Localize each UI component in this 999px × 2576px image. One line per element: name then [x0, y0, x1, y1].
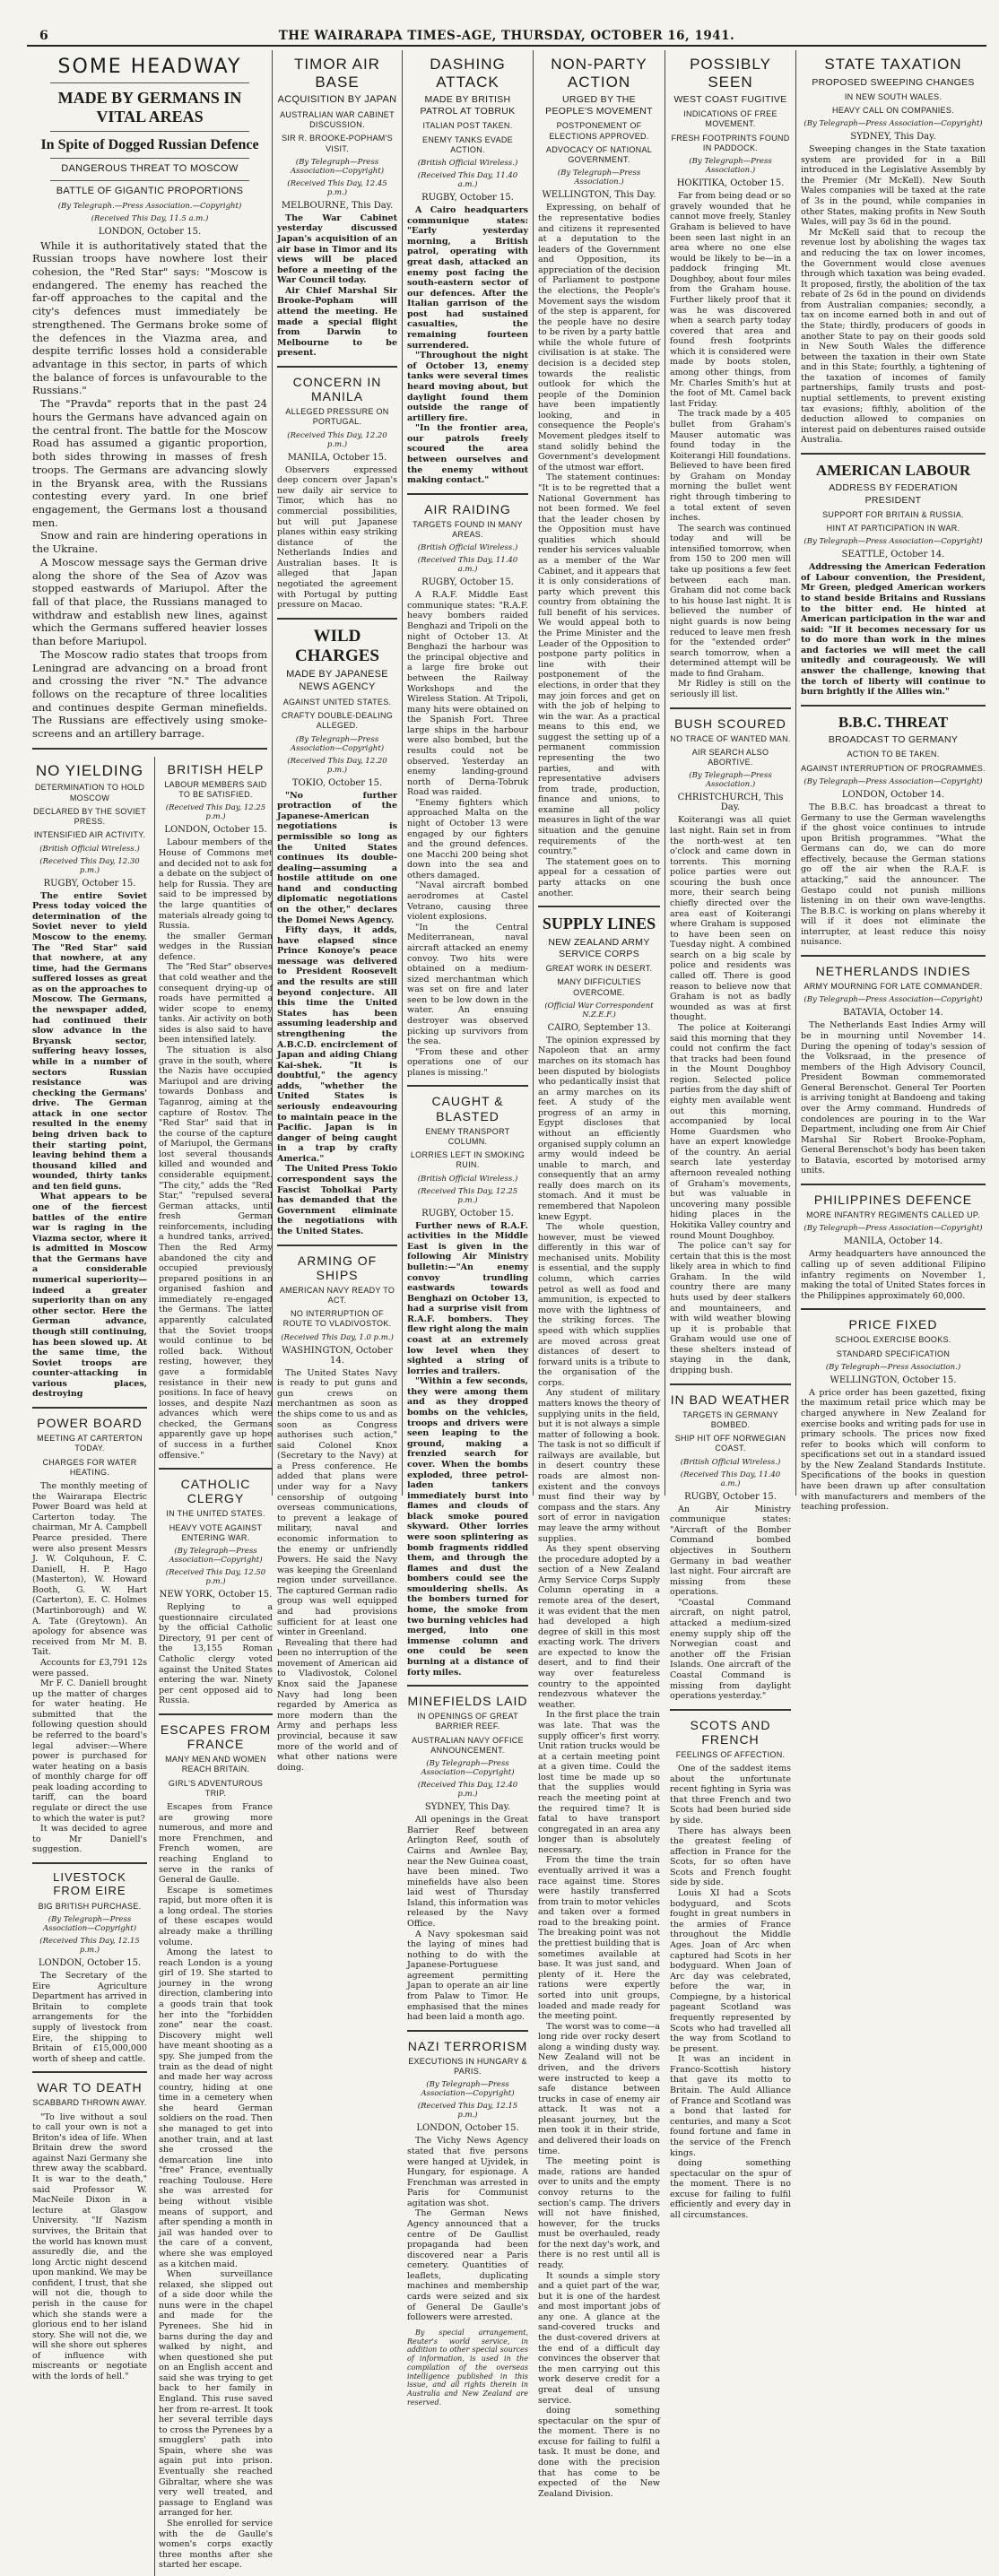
paragraph: Accounts for £3,791 12s were passed.: [32, 1657, 147, 1678]
received-line: (Received This Day, 12.45 p.m.): [287, 178, 387, 197]
article-deck: DECLARED BY THE SOVIET PRESS.: [33, 806, 146, 827]
article-deck: IN NEW SOUTH WALES.: [844, 91, 943, 101]
column-rule: [533, 50, 534, 1496]
column-5: [666, 50, 795, 2220]
divider: [50, 180, 249, 181]
paragraph: In the first place the train was late. That was the supply officer's first worry. Unit ration trucks would be at a certain meeting point at a given time. Could the lost time be made up so that the supplies would reach the meeting point at the required time? It is fatal to have transport congregated in an area any longer than is absolutely necessary.: [538, 1710, 660, 1855]
article-deck: LABOUR MEMBERS SAID TO BE SATISFIED.: [164, 779, 267, 800]
paragraph: Among the latest to reach London is a young girl of 19. She started to journey in the wrong direction, clambering into a goods train that took her into the "forbidden zone" near the coast. Discovery might well have meant shooting as a spy. She jumped from the train as the dead of night and made her way across country, hiding at one time in a cemetery when she heard German soldiers on the road. Then she managed to get into another train, and at last she crossed the demarcation line into "free" France, eventually reaching Toulouse. Here she was arrested for being without visible means of support, and after spending a month in jail was handed over to the care of a convent, where she was employed as a kitchen maid.: [159, 1947, 273, 2269]
byline: (British Official Wireless.): [417, 1174, 518, 1184]
article-headline: CATHOLIC CLERGY: [180, 1477, 251, 1506]
article-headline: AIR RAIDING: [424, 501, 511, 516]
dateline: RUGBY, October 15.: [421, 193, 514, 204]
paragraph: The statement goes on to appeal for a cessation of party attacks on one another.: [538, 856, 660, 898]
paragraph: The German News Agency announced that a centre of De Gaullist propaganda had been discovered near a Paris cemetery. Quantities of leaflets, duplicating machines and membership cards were seized and six of General De Gaulle's followers were arrested.: [407, 2208, 528, 2323]
paragraph: A price order has been gazetted, fixing the maximum retail price which may be charged anywhere in New Zealand for exercise books and writing pads for use in primary schools. The prices now fixed refer to books which will conform to specifications set out in a standard issued by the New Zealand Standards Institute. Specifications of the books in question have been drawn up after consultation with manufacturers and members of the teaching profession.: [801, 1387, 986, 1513]
paragraph: "From these and other operations one of our planes is missing.": [407, 1046, 528, 1078]
dateline: LONDON, October 15.: [98, 226, 202, 237]
dateline: SYDNEY, This Day.: [424, 1802, 511, 1813]
divider: [801, 705, 986, 707]
paragraph: The "Pravda" reports that in the past 24 hours the Germans have advanced again on the central front. The battle for the Moscow Road has assumed a gigantic proportion, both sides throwing in masses of fresh troops. The Germans are advancing slowly in the Bryansk area, with the Russians contesting every yard. In one brief engagement, the Germans lost a thousand men.: [32, 397, 267, 529]
received-line: (Received This Day, 12.50 p.m.): [165, 1568, 266, 1587]
article-deck: CRAFTY DOUBLE-DEALING ALLEGED.: [281, 711, 394, 731]
paragraph: "Naval aircraft bombed aerodromes at Castel Vetrano, causing three violent explosions.: [407, 880, 528, 923]
divider: [407, 1085, 528, 1087]
article-deck: SCHOOL EXERCISE BOOKS.: [835, 1335, 951, 1345]
article-deck: SIR R. BROOKE-POPHAM'S VISIT.: [282, 134, 393, 153]
byline: (By Telegraph—Press Association—Copyright): [804, 1224, 983, 1234]
article-deck: MANY MEN AND WOMEN REACH BRITAIN.: [165, 1755, 266, 1774]
dateline: LONDON, October 15.: [416, 2123, 519, 2134]
masthead-title: THE WAIRARAPA TIMES-AGE, THURSDAY, OCTOBER 16, 1941.: [278, 29, 735, 43]
paragraph: All openings in the Great Barrier Reef between Arlington Reef, south of Cairns and Awnlee Bay, near the New Guinea coast, have been mined. Two minefields have also been laid west of Thursday Island, this information was released by the Navy Office.: [407, 1815, 528, 1929]
received-line: (Received This Day, 12.25 p.m.): [417, 1186, 518, 1205]
article-deck: ACTION TO BE TAKEN.: [847, 750, 940, 759]
byline: (British Official Wireless.): [39, 844, 140, 854]
byline: (British Official Wireless.): [680, 1457, 781, 1467]
byline: (By Telegraph—Press Association—Copyright): [804, 537, 983, 547]
dateline: HOKITIKA, October 15.: [676, 178, 785, 189]
paragraph: It was decided to agree to Mr Daniell's suggestion.: [32, 1824, 147, 1855]
paragraph: When surveillance relaxed, she slipped out of a side door while the nuns were in the chapel and made for the Pyrenees. She hid in barns during the day and walked by night, and when questioned she put on an English accent and said she was trying to get back to her family in England. This ruse saved her from re-arrest. It took her several terrible days to cross the Pyrenees by a smugglers' path into Spain, where she was again put into prison. Eventually she reached Gibraltar, where she was very well treated, and passage to England was arranged for her.: [159, 2269, 273, 2519]
divider: [159, 1468, 273, 1470]
byline: (Official War Correspondent N.Z.E.F.): [544, 1001, 654, 1019]
article-headline: CONCERN IN MANILA: [292, 374, 382, 404]
article-headline: AMERICAN LABOUR: [815, 461, 971, 479]
dateline: LONDON, October 15.: [38, 1958, 142, 1969]
paragraph: doing something spectacular on the spur of the moment. There is no excuse for failing to fulfil a task. It must be done, and done with the precision that has come to be expected of the New Zealand Division.: [538, 2406, 660, 2499]
paragraph: Expressing, on behalf of the representative bodies and citizens it represented at a deputation to the leaders of the Government and Opposition, its appreciation of the decision of Parliament to postpone the elections, the People's Movement says the wisdom of the step is apparent, for the people have no desire to be riven by a party battle while the whole future of civilisation is at stake. The decision is a decided step towards the realistic outlook for which the people of the Dominion have been impatiently looking, and in consequence the People's Movement pledges itself to stand solidly behind the Government's development of the utmost war effort.: [538, 203, 660, 473]
paragraph: Air Chief Marshal Sir Brooke-Popham will attend the meeting. He made a special flight from Darwin to Melbourne to be present.: [277, 285, 397, 359]
article-deck: INTENSIFIED AIR ACTIVITY.: [33, 830, 146, 840]
divider: [801, 955, 986, 957]
paragraph: The Secretary of the Eire Agriculture Department has arrived in Britain to complete arrangements for the supply of livestock from Eire, the shipping to Britain of £15,000,000 worth of sheep and cattle.: [32, 1971, 147, 2064]
article-deck: MADE BY BRITISH PATROL AT TOBRUK: [420, 94, 516, 117]
article-deck: BROADCAST TO GERMANY: [828, 734, 959, 746]
received-line: (Received This Day, 11.40 a.m.): [680, 1470, 781, 1488]
article-deck: TARGETS FOUND IN MANY AREAS.: [413, 519, 523, 540]
article-headline: WILD CHARGES: [295, 626, 379, 665]
article-deck: INDICATIONS OF FREE MOVEMENT.: [683, 109, 777, 129]
byline: (By Telegraph—Press Association—Copyright): [42, 1915, 137, 1934]
received-line: (Received This Day, 12.20 p.m.): [287, 430, 387, 449]
paragraph: Observers expressed deep concern over Japan's new daily air service to Timor, which has no commercial possibilities, but will put Japanese planes within easy striking distance of the Netherlands Indies and Australian bases. It is alleged that Japan negotiated the agreement with Portugal by putting pressure on Macao.: [277, 464, 397, 611]
paragraph: Army headquarters have announced the calling up of seven additional Filipino infantry regiments on November 1, making the total of United States forces in the Philippines approximately 60,000.: [801, 1249, 986, 1301]
paragraph: "Coastal Command aircraft, on night patrol, attacked a medium-sized enemy supply ship off the Norwegian coast and another off the Frisian Islands. One aircraft of the Coastal Command is missing from daylight operations yesterday.": [670, 1597, 791, 1702]
article-headline: NAZI TERRORISM: [407, 2038, 528, 2053]
article-deck: AUSTRALIAN WAR CABINET DISCUSSION.: [280, 109, 395, 130]
divider: [32, 748, 267, 750]
paragraph: Escapes from France are growing more numerous, and more and more Frenchmen, and French women, are reaching England to serve in the ranks of General de Gaulle.: [159, 1802, 273, 1886]
paragraph: Revealing that there had been no interruption of the movement of American aid to Vladivostok, Colonel Knox said the Japanese Navy had long been regarded by America as more modern than the Army and perhaps less provincial, because it saw more of the world and of what other nations were doing.: [277, 1637, 397, 1773]
byline: (By Telegraph—Press Association.): [689, 771, 772, 790]
divider: [50, 158, 249, 159]
dateline: NEW YORK, October 15.: [159, 1590, 273, 1600]
paragraph: "No further protraction of the Japanese-American negotiations is permissible so long as the United States continues its double-dealing—assuming a hostile attitude on one hand and conducting diplomatic negotiations on the other," declares the Domei News Agency.: [277, 790, 397, 925]
paragraph: Mr Ridley is still on the seriously ill list.: [670, 679, 791, 699]
column-3: [404, 50, 532, 2407]
paragraph: Labour members of the House of Commons met and decided not to ask for a debate on the subject of help for Russia. They are said to be impressed by the large quantities of materials already going to Russia.: [159, 837, 273, 932]
paragraph: The United States Navy is ready to put guns and gun crews on merchantmen as soon as the ships come to us and as soon as Congress authorises such action," said Colonel Knox (Secretary to the Navy) at a Press conference. He added that plans were under way for a Navy censorship of outgoing overseas communications, to prevent a leakage of military, naval and economic information to the enemy or unfriendly Powers. He said the Navy was keeping the Greenland region under surveillance. The captured German radio group was well equipped and had provisions sufficient for at least one winter in Greenland.: [277, 1367, 397, 1638]
received-line: (Received This Day, 12.30 p.m.): [39, 856, 140, 875]
article-deck: NO INTERRUPTION OF ROUTE TO VLADIVOSTOK.: [282, 1309, 392, 1329]
article-headline: PHILIPPINES DEFENCE: [813, 1193, 973, 1208]
article-headline: IN BAD WEATHER: [670, 1392, 791, 1407]
paragraph: Escape is sometimes rapid, but more often it is a long ordeal. The stories of these escapes would already make a thrilling volume.: [159, 1885, 273, 1947]
article-headline: BUSH SCOURED: [674, 716, 786, 731]
article-headline: SOME HEADWAY: [57, 56, 242, 78]
divider: [277, 1245, 397, 1246]
column-4: [534, 50, 664, 2499]
article-headline: TIMOR AIR BASE: [294, 56, 380, 91]
byline: (By Telegraph—Press Association—Copyright): [804, 995, 983, 1005]
paragraph: The situation is also grave in the south, where the Nazis have occupied Mariupol and are driving towards Donbass and Taganrog, aiming at the capture of Rostov. The "Red Star" said that in the course of the capture of Mariupol, the Germans lost several thousands killed and wounded and considerable equipment. "The city," adds the "Red Star," "repulsed several German attacks, until fresh German reinforcements, including a hundred tanks, arrived. Then the Red Army abandoned the city and occupied previously prepared positions in an organised fashion and immediately re-engaged the Germans. The latter apparently calculated that the Soviet troops would continue to be rolled back. Without resting, however, they gave a formidable resistance in their new positions. In face of heavy losses, and despite Nazi advances which were checked, the Germans apparently gave up hope of success in a further offensive.": [159, 1045, 273, 1461]
article-deck: SCABBARD THROWN AWAY.: [32, 2098, 147, 2108]
divider: [407, 493, 528, 495]
article-headline: SCOTS AND FRENCH: [690, 1717, 771, 1747]
byline: (By Telegraph—Press Association—Copyright): [421, 2080, 515, 2099]
column-1: [29, 50, 273, 2571]
paragraph: Far from being dead or so gravely wounded that he cannot move freely, Stanley Graham is believed to have been seen last night in an area where no one else would be likely to be—in a paddock fringing Mt. Doughboy, about four miles from the Graham house. Further likely proof that it was he was discovered when a search party today covered that area and found fresh footprints which it is considered were made by boots stolen, among other things, from Mr. Charles Smith's hut at the foot of Mt. Camel back last Friday.: [670, 191, 791, 409]
dateline: RUGBY, October 15.: [421, 1208, 514, 1219]
article-deck: AGAINST INTERRUPTION OF PROGRAMMES.: [801, 763, 986, 773]
dateline: WELLINGTON, October 15.: [830, 1375, 957, 1385]
article-deck: BIG BRITISH PURCHASE.: [38, 1901, 142, 1911]
paragraph: The search was continued today and will be intensified tomorrow, when from 150 to 200 men will take up positions a few feet between each man. Graham did not come back to his house last night. It is believed the number of night guards is now being reduced to leave men fresh for the "extended order" search tomorrow, when a determined attempt will be made to find Graham.: [670, 523, 791, 679]
dateline: MANILA, October 14.: [843, 1236, 943, 1247]
paragraph: Snow and rain are hindering operations in the Ukraine.: [32, 529, 267, 556]
article-deck: CHARGES FOR WATER HEATING.: [42, 1457, 137, 1477]
article-deck: FRESH FOOTPRINTS FOUND IN PADDOCK.: [671, 133, 790, 152]
divider: [50, 82, 249, 83]
dateline: CAIRO, September 13.: [547, 1022, 651, 1033]
dateline: CHRISTCHURCH, This Day.: [677, 793, 784, 813]
paragraph: She enrolled for service with the de Gaulle's women's corps exactly three months after she started her escape.: [159, 2518, 273, 2571]
article-deck: TARGETS IN GERMANY BOMBED.: [682, 1409, 778, 1429]
paragraph: "Within a few seconds, they were among them and as they dropped bombs on the vehicles, troops and drivers were seen leaping to the ground, making a frenzied search for cover. When the bombs exploded, three petrol-laden tankers immediately burst into flames and clouds of black smoke poured skyward. Other lorries were soon splintering as bomb fragments riddled them, and through the flames and dust the bombers could see the smouldering shells. As the bombers turned for home, the smoke from two burning vehicles had merged, into one immense column and one could be seen burning at a distance of forty miles.: [407, 1376, 528, 1678]
divider: [407, 2030, 528, 2032]
paragraph: Further news of R.A.F. activities in the Middle East is given in the following Air Ministry bulletin:—"An enemy convoy trundling eastwards towards Benghazi on October 13, had a surprise visit from R.A.F. bombers. They flew right along the main coast at an extremely low level when they sighted a string of lorries and trailers.: [407, 1220, 528, 1376]
byline: (British Official Wireless.): [417, 543, 518, 553]
byline: (By Telegraph—Press Association.): [689, 157, 772, 176]
article-deck: PROPOSED SWEEPING CHANGES: [812, 76, 975, 88]
divider: [801, 1184, 986, 1185]
byline: (By Telegraph—Press Association.): [825, 1362, 961, 1372]
article-deck: ARMY MOURNING FOR LATE COMMANDER.: [804, 982, 983, 992]
article-deck: BATTLE OF GIGANTIC PROPORTIONS: [56, 185, 244, 196]
received-line: (Received This Day, 12.20 p.m.): [287, 756, 387, 775]
paragraph: Fifty days, it adds, have elapsed since Prince Konoye's peace message was delivered to President Roosevelt and the results are still beyond conjecture. All this time the United States has been assuming leadership and strengthening the A.B.C.D. encirclement of Japan and aiding Chiang Kai-shek. "It is doubtful," the agency adds, "whether the United States is seriously endeavouring to maintain peace in the Pacific. Japan is in danger of being caught in a trap by crafty America.": [277, 925, 397, 1164]
paragraph: What appears to be one of the fiercest battles of the entire war is raging in the Viazma sector, where it is admitted in Moscow that the Germans have a considerable numerical superiority—indeed a greater superiority than on any other sector. Here the German advance, though still continuing, has been slowed up. At the same time, the Soviet troops are counter-attacking in various places, destroying: [32, 1192, 147, 1400]
paragraph: While it is authoritatively stated that the Russian troops have nowhere lost their cohesion, the "Red Star" says: "Moscow is endangered. The enemy has reached the far-off approaches to the capital and the city's defences must immediately be strengthened. The Germans broke some of the defences in the Viazma area, and despite terrific losses hold a considerable advantage in this sector, in parts of which the balance of forces is unfavourable to the Russians.": [32, 239, 267, 397]
byline: (By Telegraph—Press Association—Copyright): [804, 776, 983, 786]
byline: (By Telegraph—Press Association—Copyright): [804, 119, 983, 129]
paragraph: "Enemy fighters which approached Malta on the night of October 13 were engaged by our fighters and the ground defences. one Macchi 200 being shot down into the sea and others damaged.: [407, 797, 528, 880]
article-deck: ITALIAN POST TAKEN.: [422, 121, 513, 131]
article-deck: FEELINGS OF AFFECTION.: [675, 1749, 786, 1759]
article-deck: NO TRACE OF WANTED MAN.: [670, 733, 791, 743]
article-deck: HEAVY CALL ON COMPANIES.: [832, 105, 954, 115]
column-rule: [402, 50, 403, 1496]
received-line: (Received This Day, 12.40 p.m.): [417, 1781, 518, 1800]
dateline: TOKIO, October 15.: [291, 777, 383, 788]
paragraph: It was an incident in Franco-Scottish history that gave its motto to Britain. The Auld Alliance of France and Scotland was a bond that lasted for centuries, and many a Scot found fortune and fame in the service of the French kings.: [670, 2054, 791, 2158]
copyright-note: By special arrangement, Reuter's world service, in addition to other special sources of information, is used in the compilation of the overseas intelligence published in this issue, and all rights therein in Australia and New Zealand are reserved.: [407, 2328, 528, 2407]
article-headline: ESCAPES FROM FRANCE: [160, 1722, 272, 1751]
dateline: SEATTLE, October 14.: [841, 550, 945, 560]
paragraph: A Cairo headquarters communique states: "Early yesterday morning, a British patrol, operating with great dash, attacked an enemy post facing the south-eastern sector of our defences. After the Italian garrison of the post had sustained casualties, the remaining fourteen surrendered.: [407, 205, 528, 351]
article-deck: ADVOCACY OF NATIONAL GOVERNMENT.: [545, 144, 653, 165]
article-headline: NO YIELDING: [35, 761, 144, 779]
article-deck: POSTPONEMENT OF ELECTIONS APPROVED.: [549, 121, 649, 141]
paragraph: A R.A.F. Middle East communique states: "R.A.F. heavy bombers raided Benghazi and Tripoli on the night of October 13. At Benghazi the harbour was the principal objective and a large fire broke out between the Railway Workshops and the Wireless Station. At Tripoli, many hits were obtained on the Spanish Fort. Three large ships in the harbour were also bombed, but the results could not be observed. Yesterday an enemy landing-ground north of Derna-Tobruk Road was raided.: [407, 590, 528, 798]
byline: (By Telegraph—Press Association.): [557, 169, 641, 187]
paragraph: The Moscow radio states that troops from Leningrad are advancing on a broad front and crossing the river "N." The advance follows on the recapture of three localities and continues despite German minefields. The Russians are effectively using smoke-screens and an artillery barrage.: [32, 647, 267, 741]
paragraph: The police at Koiterangi said this morning that they could not confirm the fact that tracks had been found in the Mount Doughboy region. Selected police parties from the day shift of eighty men available went out this morning, accompanied by local Home Guardsmen who have an expert knowledge of the country. An aerial search late yesterday afternoon revealed nothing of Graham's movements, but was valuable in uncovering many possible hiding places in the Hokitika Valley country and round Mount Doughboy.: [670, 1022, 791, 1241]
article-headline: ARMING OF SHIPS: [297, 1253, 378, 1282]
byline: (By Telegraph—Press Association—Copyright): [290, 734, 385, 753]
article-deck: MADE BY JAPANESE NEWS AGENCY: [286, 669, 388, 693]
received-line: (Received This Day, 12.15 p.m.): [39, 1937, 140, 1956]
article-subheadline: In Spite of Dogged Russian Defence: [40, 136, 259, 152]
article-deck: HINT AT PARTICIPATION IN WAR.: [826, 523, 960, 533]
article-deck: SHIP HIT OFF NORWEGIAN COAST.: [674, 1434, 786, 1453]
article-deck: EXECUTIONS IN HUNGARY & PARIS.: [408, 2056, 527, 2077]
dateline: MANILA, October 15.: [287, 452, 387, 463]
article-headline: NON-PARTY ACTION: [551, 56, 647, 91]
article-headline: MINEFIELDS LAID: [407, 1694, 528, 1709]
article-deck: LORRIES LEFT IN SMOKING RUIN.: [410, 1150, 526, 1170]
article-headline: LIVESTOCK FROM EIRE: [53, 1869, 126, 1897]
article-headline: PRICE FIXED: [848, 1317, 938, 1332]
article-deck: GREAT WORK IN DESERT.: [545, 964, 653, 974]
divider: [538, 906, 660, 907]
paragraph: One of the saddest items about the unfortunate recent fighting in Syria was that three French and two Scots had been buried side by side.: [670, 1764, 791, 1826]
article-deck: DANGEROUS THREAT TO MOSCOW: [61, 163, 239, 175]
paragraph: Sweeping changes in the State taxation system are provided for in a Bill introduced in the Legislative Assembly by the Premier (Mr McKell). New South Wales companies will be taxed at the rate of 3s in the pound, while companies in other States, making profits in New South Wales, will pay 3s 6d in the pound.: [801, 144, 986, 228]
article-deck: MANY DIFFICULTIES OVERCOME.: [557, 977, 641, 997]
dateline: LONDON, October 15.: [164, 825, 267, 836]
paragraph: Addressing the American Federation of Labour convention, the President, Mr Green, pledged American workers to stand beside Britains and Russians to the bitter end. He hinted at American participation in the war and said: "If it becomes necessary for us to do more than work in the mines and factories we will meet the call unitedly and courageously. We will answer the challenge, knowing that the torch of liberty will continue to burn brightly if the Allies win.": [801, 562, 986, 698]
paragraph: Mr F. C. Daniell brought up the matter of charges for water heating. He submitted that the following question should be referred to the board's legal adviser:—Where power is purchased for water heating on a basis of monthly charge for off peak loading according to tariff, can the board regulate or direct the use to which the water is put?: [32, 1678, 147, 1824]
received-line: (Received This Day, 11.5 a.m.): [91, 213, 209, 223]
paragraph: It sounds a simple story and a quiet part of the war, but it is one of the hardest and most important jobs of any one. A glance at the sand-covered trucks and the dust-covered drivers at the end of a difficult day convinces the observer that the men carrying out this work deserve credit for a great deal of unsung service.: [538, 2270, 660, 2406]
article-deck: SUPPORT FOR BRITAIN & RUSSIA.: [822, 509, 964, 519]
paragraph: A Moscow message says the German drive along the shore of the Sea of Azov was stopped eastwards of Mariupol. After the fall of that place, the Russians managed to withdraw and establish new lines, against which the Germans suffered heavier losses than before Mariupol.: [32, 555, 267, 648]
article-deck: IN THE UNITED STATES.: [166, 1509, 265, 1519]
article-deck: MORE INFANTRY REGIMENTS CALLED UP.: [806, 1210, 980, 1220]
byline: (By Telegraph—Press Association—Copyright): [290, 157, 385, 176]
divider: [277, 366, 397, 368]
paragraph: "In the frontier area, our patrols freely scoured the area between ourselves and the enemy without making contact.": [407, 423, 528, 486]
received-line: (Received This Day, 12.15 p.m.): [417, 2102, 518, 2121]
article-deck: IN OPENINGS OF GREAT BARRIER REEF.: [417, 1712, 518, 1731]
article-deck: ADDRESS BY FEDERATION PRESIDENT: [829, 482, 958, 506]
article-deck: GIRL'S ADVENTUROUS TRIP.: [168, 1778, 264, 1798]
paragraph: An Air Ministry communique states: "Aircraft of the Bomber Command bombed objectives in Southern Germany in bad weather last night. Four aircraft are missing from these operations.: [670, 1504, 791, 1598]
article-headline: B.B.C. THREAT: [838, 713, 949, 731]
divider: [50, 131, 249, 132]
divider: [670, 1383, 791, 1385]
article-headline: STATE TAXATION: [824, 56, 962, 73]
paragraph: The War Cabinet yesterday discussed Japan's acquisition of an air base in Timor and its views will be placed before a meeting of the War Council today.: [277, 212, 397, 286]
paragraph: Any student of military matters knows the theory of supplying units in the field, but it is not always a simple matter of following a book. The task is not so difficult if railways are available, but in desert country these roads are almost non-existent and the convoys must find their way by compass and the stars. Any sort of error in navigation may leave the army without supplies.: [538, 1388, 661, 1544]
paragraph: "In the Central Mediterranean, naval aircraft attacked an enemy convoy. Two hits were obtained on a medium-sized merchantman which was set on fire and later seen to be low down in the water. An ensuing destroyer was observed picking up survivors from the sea.: [407, 922, 528, 1047]
byline: (By Telegraph—Press Association—Copyright): [169, 1547, 263, 1566]
paragraph: A Navy spokesman said the laying of mines had nothing to do with the Japanese-Portuguese agreement permitting Japan to operate an air line from Palaw to Timor. He emphasised that the mines had been laid a month ago.: [407, 1929, 528, 2023]
dateline: MELBOURNE, This Day.: [281, 200, 394, 211]
paragraph: The worst was to come—a long ride over rocky desert along a winding dusty way. New Zealand will not be driven, and the drivers were instructed to keep a safe distance between trucks in case of enemy air attack. It was not a pleasant journey, but the men took it in their stride, and delivered their loads on time.: [538, 2021, 660, 2156]
paragraph: There has always been the greatest feeling of affection in France for the Scots, for so often have Scots and French fought side by side.: [670, 1826, 791, 1888]
article-deck: HEAVY VOTE AGAINST ENTERING WAR.: [169, 1522, 263, 1542]
divider: [32, 1407, 147, 1409]
article-deck: ENEMY TANKS EVADE ACTION.: [422, 134, 513, 154]
article-deck: AGAINST UNITED STATES.: [282, 697, 392, 707]
paragraph: "Throughout the night of October 13, enemy tanks were several times heard moving about, but daylight found them outside the range of artillery fire.: [407, 351, 528, 423]
dateline: RUGBY, October 15.: [43, 878, 136, 889]
article-headline: SUPPLY LINES: [542, 915, 656, 933]
divider: [670, 1709, 791, 1711]
paragraph: The United Press Tokio correspondent says the Fascist Toholkai Party has demanded that the Government eliminate the negotiations with the United States.: [277, 1164, 397, 1236]
article-headline: DASHING ATTACK: [430, 56, 506, 91]
dateline: WELLINGTON, This Day.: [542, 190, 656, 201]
paragraph: Replying to a questionnaire circulated by the official Catholic Directory, 91 per cent of the 13,155 Roman Catholic clergy voted against the United States entering the war. Ninety per cent opposed aid to Russia.: [159, 1602, 273, 1706]
column-rule: [795, 50, 796, 1496]
byline: (By Telegraph.—Press Association.—Copyright): [57, 201, 242, 211]
paragraph: The police can't say for certain that this is the most likely area in which to find Graham. In the wild country there are many huts used by deer stalkers and mountaineers, and with wild weather blowing up it is probable that Graham would use one of these shelters instead of staying in the dank, dripping bush.: [670, 1241, 791, 1376]
divider: [32, 1862, 147, 1864]
paragraph: As they spent observing the procedure adopted by a section of a New Zealand Army Service Corps Supply Column operating in a remote area of the desert, it was evident that the men had developed a high degree of skill in this most exacting work. The drivers are expected to know the desert, and to find their way over featureless country to the appointed rendezvous whatever the weather.: [538, 1544, 660, 1710]
column-6: [797, 50, 989, 1513]
article-headline: NETHERLANDS INDIES: [815, 964, 971, 979]
article-deck: AUSTRALIAN NAVY OFFICE ANNOUNCEMENT.: [412, 1735, 524, 1755]
article-deck: WEST COAST FUGITIVE: [673, 94, 787, 106]
paragraph: Louis XI had a Scots bodyguard, and Scots fought in great numbers in the armies of France throughout the Middle Ages. Joan of Arc when captured had Scots in her bodyguard. When Joan of Arc day was celebrated, before the war, in Compiegne, by a historical pageant Scotland was frequently represented by Scots who had travelled all the way from Scotland to be present.: [670, 1888, 791, 2054]
byline: (British Official Wireless.): [417, 159, 518, 169]
article-headline: BRITISH HELP: [167, 761, 265, 776]
received-line: (Received This Day, 11.40 a.m.): [417, 556, 518, 575]
paragraph: From the time the train eventually arrived it was a race against time. Stores were hastily transferred from train to motor vehicles and taken over a formed road to the breaking point. The breaking point was not the prettiest building that is sometimes available at base. It was just sand, and plenty of it. Here the rations were expertly sorted into unit groups, loaded and made ready for the meeting point.: [538, 1855, 660, 2022]
article-headline-2: MADE BY GERMANS IN VITAL AREAS: [57, 89, 242, 126]
paragraph: The statement continues: "It is to be regretted that a National Government has not been formed. We feel that the leader chosen by the Opposition must have qualities which should render his services valuable as a member of the War Cabinet, and it appears that it is only considerations of party which prevent this country from obtaining the full benefit of his services. We would appeal both to the Prime Minister and the Leader of the Opposition to postpone party politics in line with their postponement of the elections, in order that they may join forces and get on with the job of helping to win the war. As a practical means to this end, we suggest the setting up of a permanent commission representing the two parties, and with representative advisers from trade, production, finance and unions, to examine all policy measures in light of the war situation and the genuine requirements of the country.": [538, 473, 660, 857]
byline: (By Telegraph—Press Association—Copyright): [421, 1759, 515, 1778]
divider: [670, 707, 791, 709]
dateline: SYDNEY, This Day.: [850, 132, 936, 143]
article-deck: ALLEGED PRESSURE ON PORTUGAL.: [285, 407, 389, 427]
received-line: (Received This Day, 1.0 p.m.): [281, 1332, 394, 1342]
paragraph: The monthly meeting of the Wairarapa Electric Power Board was held at Carterton today. The chairman, Mr A. Campbell Pearce presided. There were also present Messrs J. W. Colquhoun, F. C. Daniell, H. P. Hago (Masterton), W. Howard Booth, G. W. Hart (Carterton), E. C. Holmes (Martinborough) and W. A. Tate (Greytown). An apology for absence was received from Mr M. B. Tait.: [32, 1481, 147, 1658]
paragraph: The opinion expressed by Napoleon that an army marches on its stomach has been disputed by biologists who pedantically insist that an army marches on its feet. A study of the progress of an army in Egypt discloses that without an efficiently organised supply column an army would indeed be unable to march, and consequently that an army really does march on its stomach. And it must be remembered that Napoleon knew Egypt.: [538, 1035, 660, 1222]
article-headline: POSSIBLY SEEN: [690, 56, 771, 91]
dateline: WASHINGTON, October 14.: [282, 1345, 393, 1366]
paragraph: Koiterangi was all quiet last night. Rain set in from the north-west at ten o'clock and came down in torrents. This morning police parties were out scouring the bush once more, their search being chiefly directed over the area east of Koiterangi where Graham is supposed to have been seen on Tuesday night. A combined search on a big scale by police and residents was called off. There is good reason to believe now that Graham is not as badly wounded as was at first thought.: [670, 815, 791, 1023]
divider: [407, 1685, 528, 1687]
column-2: [274, 50, 401, 1773]
dateline: LONDON, October 14.: [841, 789, 945, 800]
paragraph: The "Red Star" observes that cold weather and the consequent drying-up of roads have permitted a wider scope to enemy tanks. Air activity on both sides is also said to have been intensified lately.: [159, 962, 273, 1045]
article-deck: DETERMINATION TO HOLD MOSCOW: [34, 783, 145, 802]
article-deck: AMERICAN NAVY READY TO ACT.: [279, 1285, 395, 1305]
article-deck: ACQUISITION BY JAPAN: [277, 94, 397, 106]
dateline: RUGBY, October 15.: [684, 1491, 777, 1502]
divider: [277, 618, 397, 620]
divider: [159, 1713, 273, 1715]
article-headline: CAUGHT & BLASTED: [431, 1094, 504, 1123]
masthead: [27, 23, 986, 47]
article-deck: AIR SEARCH ALSO ABORTIVE.: [691, 747, 769, 768]
paragraph: The whole question, however, must be viewed differently in this war of mechanised units. Mobility is essential, and the supply column, which carries petrol as well as food and ammunition, is expected to move with the lightness of the striking forces. The speed with which supplies are moved across great distances of desert to forward units is a tribute to the organisation of the corps.: [538, 1222, 660, 1388]
paragraph: doing something spectacular on the spur of the moment. There is no excuse for failing to fulfil efficiently and every day in all circumstances.: [670, 2158, 791, 2220]
dateline: RUGBY, October 15.: [421, 577, 514, 588]
received-line: (Received This Day, 12.25 p.m.): [165, 803, 266, 822]
article-deck: ENEMY TRANSPORT COLUMN.: [425, 1126, 510, 1146]
article-deck: URGED BY THE PEOPLE'S MOVEMENT: [545, 94, 653, 117]
divider: [801, 453, 986, 455]
received-line: (Received This Day, 11.40 a.m.): [417, 171, 518, 190]
article-headline: WAR TO DEATH: [37, 2080, 143, 2095]
divider: [32, 2071, 147, 2073]
paragraph: The Netherlands East Indies Army will be in mourning until November 14. During the opening of today's session of the Volksraad, in the presence of members of the High Advisory Council, President Bowman commemorated General Berenschot. General Ter Poorten is arriving tonight at Bandoeng and taking over the Army command. Hundreds of condolences are pouring in to the War Department, including one from Air Chief Marshal Sir Robert Brooke-Popham, General Berenschot's body has been taken to Batavia, escorted by motorised army units.: [801, 1020, 986, 1176]
paragraph: The B.B.C. has broadcast a threat to Germany to use the German wavelengths if the ghost voice continues to intrude upon British programmes. "What the Germans can do, we can do more effectively, because the German stations go off the air when the R.A.F. is attacking," said the announcer. The Gestapo could not punish millions listening in on their own wave-lengths. The B.B.C. is working on plans whereby it will if it does not eliminate the interrupter, at least reduce this noisy nuisance.: [801, 802, 986, 948]
paragraph: The meeting point is made, rations are handed over to units and the empty convoy returns to the section's camp. The drivers will not have finished, however, for the trucks must be overhauled, ready for the next day's work, and there is no rest until all is ready.: [538, 2156, 660, 2270]
dateline: BATAVIA, October 14.: [843, 1008, 943, 1019]
article-deck: STANDARD SPECIFICATION: [836, 1349, 951, 1358]
paragraph: The entire Soviet Press today voiced the determination of the Soviet never to yield Moscow to the enemy. The "Red Star" said that nowhere, at any time, had the Germans suffered losses as great as on the approaches to Moscow. The Germans, the newspaper added, had continued their slow advance in the Bryansk sector, suffering heavy losses, while in a number of sectors Russian resistance was checking the Germans' drive. The German attack in one sector resulted in the enemy being driven back to their starting point, leaving behind them a thousand killed and wounded, thirty tanks and ten field guns.: [32, 890, 147, 1192]
paragraph: the smaller German wedges in the Russian defence.: [159, 931, 273, 962]
article-deck: MEETING AT CARTERTON TODAY.: [37, 1434, 143, 1453]
article-headline: POWER BOARD: [37, 1416, 143, 1430]
divider: [801, 1308, 986, 1310]
paragraph: "To live without a soul to call your own is not a Briton's idea of life. When Britain drew the sword against Nazi Germany she threw away the scabbard. It is war to the death," said Professor W. MacNeile Dixon in a lecture at Glasgow University. "If Nazism survives, the Britain that the world has known must assuredly die, and the long Arctic night descend upon mankind. We may be confident, I trust, that she will not die, though to perish in the cause for which she stands were a glorious end to her island story. She will not die, we will she shore out spheres of influence with miscreants or negotiate with the lords of hell.": [32, 2112, 147, 2382]
paragraph: Mr McKell said that to recoup the revenue lost by abolishing the wages tax and reducing the tax on lower incomes, the Government would close avenues through which taxation was being evaded. It proposed, firstly, the abolition of the tax rebate of 2s 6d in the pound on dividends from Australian companies; secondly, a tax on income earned both in and out of the State; thirdly, producers of goods in another State to pay on their goods sold in New South Wales the difference between the taxation in their own State and in this State; fourthly, a tightening of the taxation of incomes of family partnerships, family trusts and post-nuptial settlements, to prevent existing tax evasions; fifthly, abolition of the deduction allowed to companies on interest paid on debentures raised outside Australia.: [801, 227, 986, 446]
paragraph: The Vichy News Agency stated that five persons were hanged at Ujvidek, in Hungary, for espionage. A Frenchman was arrested in Paris for Communist agitation was shot.: [407, 2136, 528, 2208]
article-deck: NEW ZEALAND ARMY SERVICE CORPS: [548, 936, 650, 959]
paragraph: The track made by a 405 bullet from Graham's Mauser automatic was found today in the Koiterangi Hill foundations. Believed to have been fired by Graham on Monday morning the bullet went right through timbering to a total extent of seven inches.: [670, 409, 791, 524]
page-number: 6: [39, 29, 48, 43]
